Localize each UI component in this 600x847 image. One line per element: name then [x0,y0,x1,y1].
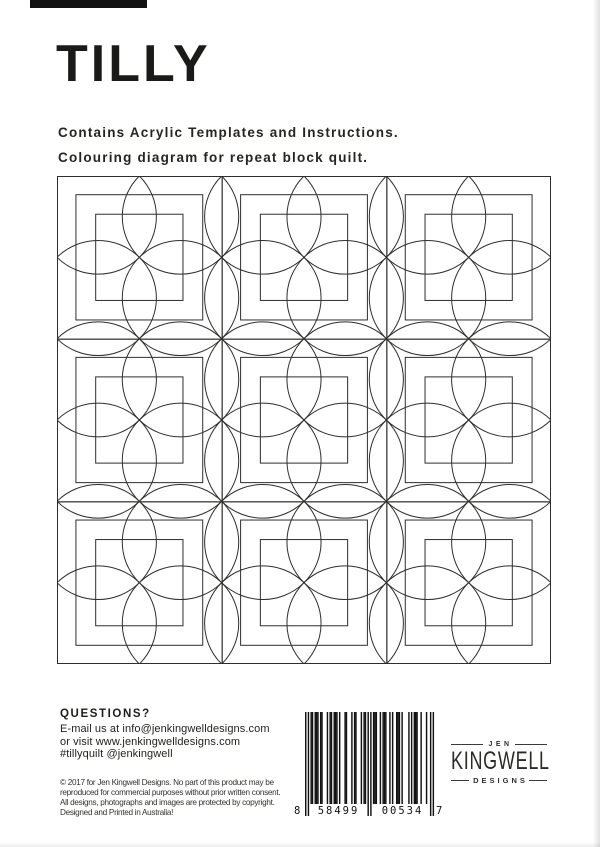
contact-block [60,708,300,761]
page-title: TILLY [56,35,211,93]
logo-rule [451,780,469,781]
barcode-bars [305,712,436,816]
quilt-colouring-diagram [57,176,551,664]
brand-logo [451,741,550,785]
copyright-line-1: © 2017 for Jen Kingwell Designs. No part of this product may be [60,778,274,787]
barcode-right-group: 00534 [381,805,424,817]
logo-rule [515,744,547,745]
barcode-left-group: 58499 [317,805,360,817]
barcode-right-digit: 7 [436,805,445,817]
quilt-diagram-svg [57,176,551,664]
subtitle-line-2: Colouring diagram for repeat block quilt. [58,150,369,165]
logo-kingwell: KINGWELL [451,747,550,775]
upc-barcode [296,712,448,818]
barcode-left-digit: 8 [294,805,303,817]
logo-rule [529,780,547,781]
contact-email-line: E-mail us at info@jenkingwelldesigns.com [60,723,270,735]
logo-designs: DESIGNS [473,776,528,785]
contact-social-line: #tillyquilt @jenkingwell [60,748,173,760]
contact-website-line: or visit www.jenkingwelldesigns.com [60,735,241,748]
copyright-block [60,778,305,818]
logo-rule [451,744,483,745]
scan-edge-shadow-bottom [0,842,600,847]
subtitle-line-1: Contains Acrylic Templates and Instructions. [58,125,399,140]
logo-jen: JEN [488,741,513,748]
top-edge-print-mark [30,0,147,8]
subtitle [58,120,399,170]
copyright-line-4: Designed and Printed in Australia! [60,808,174,817]
questions-heading: QUESTIONS? [60,708,151,720]
copyright-line-2: reproduced for commercial purposes without prior written consent. [60,788,281,797]
copyright-line-3: All designs, photographs and images are protected by copyright. [60,798,275,807]
scan-edge-shadow-right [593,0,600,847]
